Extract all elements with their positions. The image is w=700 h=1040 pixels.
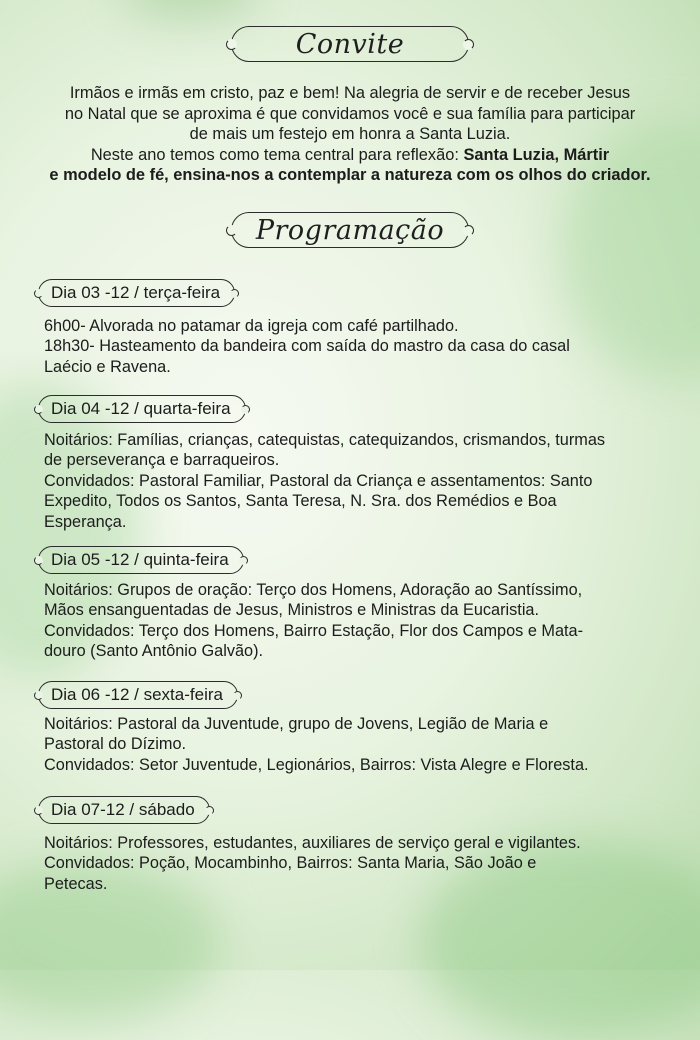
- day-label: Dia 06 -12 / sexta-feira: [38, 681, 238, 709]
- day-line: Esperança.: [44, 512, 127, 531]
- convite-theme: [20, 145, 680, 166]
- day-line: Noitários: Famílias, crianças, catequistas, catequizandos, crismandos, turmas: [44, 431, 606, 449]
- day-line: 6h00- Alvorada no patamar da igreja com café partilhado.: [44, 317, 459, 335]
- day-line: Petecas.: [44, 874, 108, 893]
- convite-text: [20, 83, 680, 186]
- convite-banner: [0, 26, 700, 62]
- day-line: Expedito, Todos os Santos, Santa Teresa, N. Sra. dos Remédios e Boa: [44, 492, 557, 511]
- day-line: douro (Santo Antônio Galvão).: [44, 642, 264, 661]
- day-label: Dia 03 -12 / terça-feira: [38, 279, 235, 307]
- day-label: Dia 04 -12 / quarta-feira: [38, 395, 246, 423]
- day-line: Noitários: Pastoral da Juventude, grupo de Jovens, Legião de Maria e: [44, 715, 549, 733]
- convite-line: de mais um festejo em honra a Santa Luzia.: [189, 125, 511, 143]
- convite-line: Irmãos e irmãs em cristo, paz e bem! Na alegria de servir e de receber Jesus: [69, 84, 631, 102]
- programacao-title: Programação: [255, 214, 445, 246]
- day-line: de perseverança e barraqueiros.: [44, 451, 280, 470]
- day-label: Dia 05 -12 / quinta-feira: [38, 546, 244, 574]
- day-line: Convidados: Terço dos Homens, Bairro Estação, Flor dos Campos e Mata-: [44, 621, 584, 640]
- day-line: Mãos ensanguentadas de Jesus, Ministros e Ministras da Eucaristia.: [44, 601, 540, 620]
- day-label: Dia 07-12 / sábado: [38, 796, 210, 824]
- convite-title: Convite: [295, 28, 405, 60]
- programacao-banner: [0, 212, 700, 248]
- day-line: Pastoral do Dízimo.: [44, 735, 187, 754]
- theme-bold-1: Santa Luzia, Mártir: [463, 145, 610, 164]
- convite-line: no Natal que se aproxima é que convidamos você e sua família para participar: [64, 104, 636, 123]
- day-details: [44, 580, 674, 662]
- convite-banner-frame: [231, 26, 469, 62]
- programacao-banner-frame: [231, 212, 469, 248]
- day-details: [44, 714, 674, 775]
- convite-theme-line2: [20, 165, 680, 186]
- day-line: Noitários: Grupos de oração: Terço dos Homens, Adoração ao Santíssimo,: [44, 581, 583, 599]
- day-line: Noitários: Professores, estudantes, auxiliares de serviço geral e vigilantes.: [44, 834, 581, 852]
- day-line: Convidados: Pastoral Familiar, Pastoral da Criança e assentamentos: Santo: [44, 471, 593, 490]
- day-details: [44, 316, 674, 377]
- day-line: Convidados: Poção, Mocambinho, Bairros: Santa Maria, São João e: [44, 854, 537, 873]
- day-line: Laécio e Ravena.: [44, 357, 171, 376]
- day-line: Convidados: Setor Juventude, Legionários, Bairros: Vista Alegre e Floresta.: [44, 755, 589, 774]
- day-details: [44, 833, 674, 894]
- theme-bold-2: e modelo de fé, ensina-nos a contemplar a natureza com os olhos do criador.: [49, 166, 651, 184]
- day-details: [44, 430, 674, 532]
- theme-intro: Neste ano temos como tema central para reflexão:: [90, 145, 464, 164]
- day-line: 18h30- Hasteamento da bandeira com saída do mastro da casa do casal: [44, 337, 570, 356]
